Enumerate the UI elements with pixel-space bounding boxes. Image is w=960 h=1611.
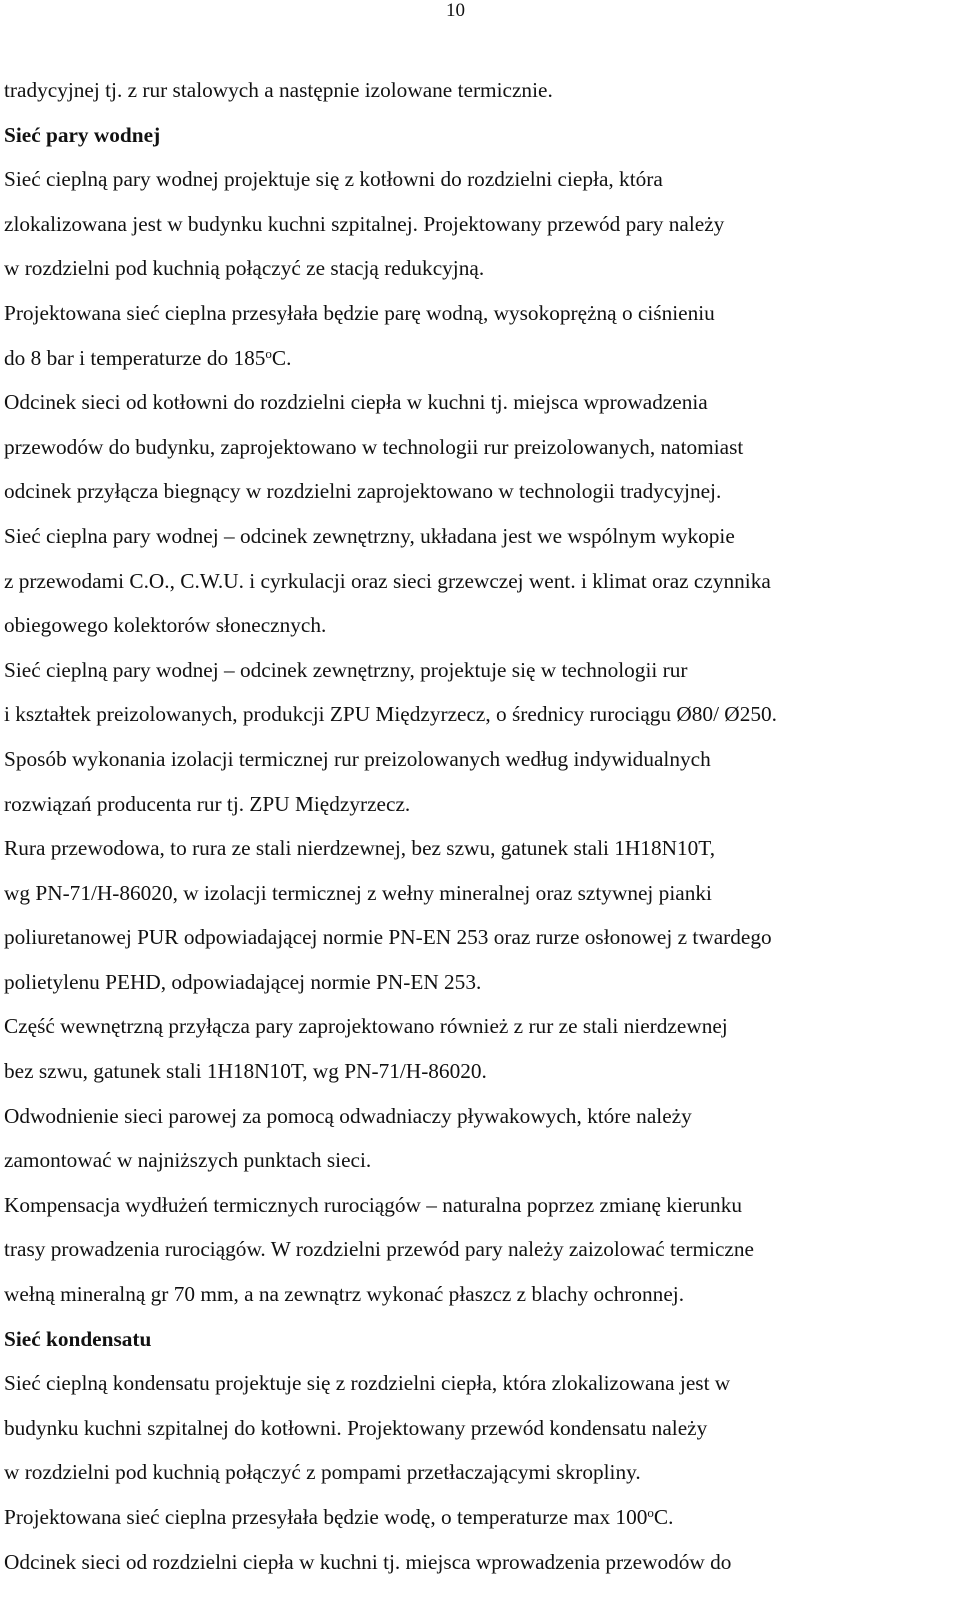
section-heading: Sieć kondensatu	[4, 1326, 152, 1351]
paragraph-line: rozwiązań producenta rur tj. ZPU Międzyrzecz.	[4, 791, 411, 816]
paragraph-line: w rozdzielni pod kuchnią połączyć ze stacją redukcyjną.	[4, 256, 485, 281]
paragraph-line: Sieć cieplną pary wodnej – odcinek zewnętrzny, projektuje się w technologii rur	[4, 657, 688, 682]
paragraph-line	[4, 336, 954, 381]
paragraph-line: zlokalizowana jest w budynku kuchni szpitalnej. Projektowany przewód pary należy	[4, 211, 725, 236]
paragraph-line: Odcinek sieci od kotłowni do rozdzielni ciepła w kuchni tj. miejsca wprowadzenia	[4, 390, 708, 415]
line-text: Projektowana sieć cieplna przesyłała będzie wodę, o temperaturze max 100	[4, 1505, 648, 1529]
paragraph-line: obiegowego kolektorów słonecznych.	[4, 613, 327, 638]
paragraph-line: tradycyjnej tj. z rur stalowych a następnie izolowane termicznie.	[4, 78, 553, 102]
paragraph-line: przewodów do budynku, zaprojektowano w technologii rur preizolowanych, natomiast	[4, 434, 744, 459]
paragraph-line: Odcinek sieci od rozdzielni ciepła w kuchni tj. miejsca wprowadzenia przewodów do	[4, 1549, 732, 1574]
paragraph-line: z przewodami C.O., C.W.U. i cyrkulacji oraz sieci grzewczej went. i klimat oraz czynnika	[4, 568, 771, 593]
paragraph-line: Sieć cieplną kondensatu projektuje się z rozdzielni ciepła, która zlokalizowana jest w	[4, 1371, 731, 1396]
degree-superscript: o	[265, 345, 272, 361]
paragraph-line: Część wewnętrzną przyłącza pary zaprojektowano również z rur ze stali nierdzewnej	[4, 1014, 728, 1039]
paragraph-line: Sposób wykonania izolacji termicznej rur preizolowanych według indywidualnych	[4, 746, 711, 771]
degree-superscript: o	[647, 1504, 654, 1520]
paragraph-line: budynku kuchni szpitalnej do kotłowni. Projektowany przewód kondensatu należy	[4, 1415, 708, 1440]
paragraph-line: Odwodnienie sieci parowej za pomocą odwadniaczy pływakowych, które należy	[4, 1103, 692, 1128]
paragraph-line: odcinek przyłącza biegnący w rozdzielni zaprojektowano w technologii tradycyjnej.	[4, 479, 722, 504]
paragraph-line	[4, 1495, 954, 1540]
paragraph-line: w rozdzielni pod kuchnią połączyć z pompami przetłaczającymi skropliny.	[4, 1460, 641, 1485]
paragraph-line: poliuretanowej PUR odpowiadającej normie PN-EN 253 oraz rurze osłonowej z twardego	[4, 925, 772, 950]
line-text: do 8 bar i temperaturze do 185	[4, 345, 266, 370]
paragraph-line: bez szwu, gatunek stali 1H18N10T, wg PN-71/H-86020.	[4, 1059, 487, 1084]
paragraph-line: i kształtek preizolowanych, produkcji ZPU Międzyrzecz, o średnicy rurociągu Ø80/ Ø250.	[4, 702, 777, 727]
paragraph-line: Projektowana sieć cieplna przesyłała będzie parę wodną, wysokoprężną o ciśnieniu	[4, 300, 715, 325]
paragraph-line: Sieć cieplną pary wodnej projektuje się z kotłowni do rozdzielni ciepła, która	[4, 167, 663, 192]
paragraph-line: Kompensacja wydłużeń termicznych rurociągów – naturalna poprzez zmianę kierunku	[4, 1192, 742, 1217]
paragraph-line: Rura przewodowa, to rura ze stali nierdzewnej, bez szwu, gatunek stali 1H18N10T,	[4, 836, 716, 861]
page-number: 10	[446, 0, 465, 21]
line-text: C.	[653, 1505, 674, 1529]
section-heading: Sieć pary wodnej	[4, 122, 161, 147]
document-body	[4, 68, 954, 1584]
paragraph-line: wg PN-71/H-86020, w izolacji termicznej z wełny mineralnej oraz sztywnej pianki	[4, 880, 712, 905]
paragraph-line: zamontować w najniższych punktach sieci.	[4, 1148, 372, 1173]
paragraph-line: trasy prowadzenia rurociągów. W rozdzielni przewód pary należy zaizolować termiczne	[4, 1237, 754, 1262]
paragraph-line: polietylenu PEHD, odpowiadającej normie PN-EN 253.	[4, 969, 482, 994]
line-text: C.	[271, 345, 292, 370]
paragraph-line: wełną mineralną gr 70 mm, a na zewnątrz wykonać płaszcz z blachy ochronnej.	[4, 1282, 685, 1307]
paragraph-line: Sieć cieplna pary wodnej – odcinek zewnętrzny, układana jest we wspólnym wykopie	[4, 523, 735, 548]
